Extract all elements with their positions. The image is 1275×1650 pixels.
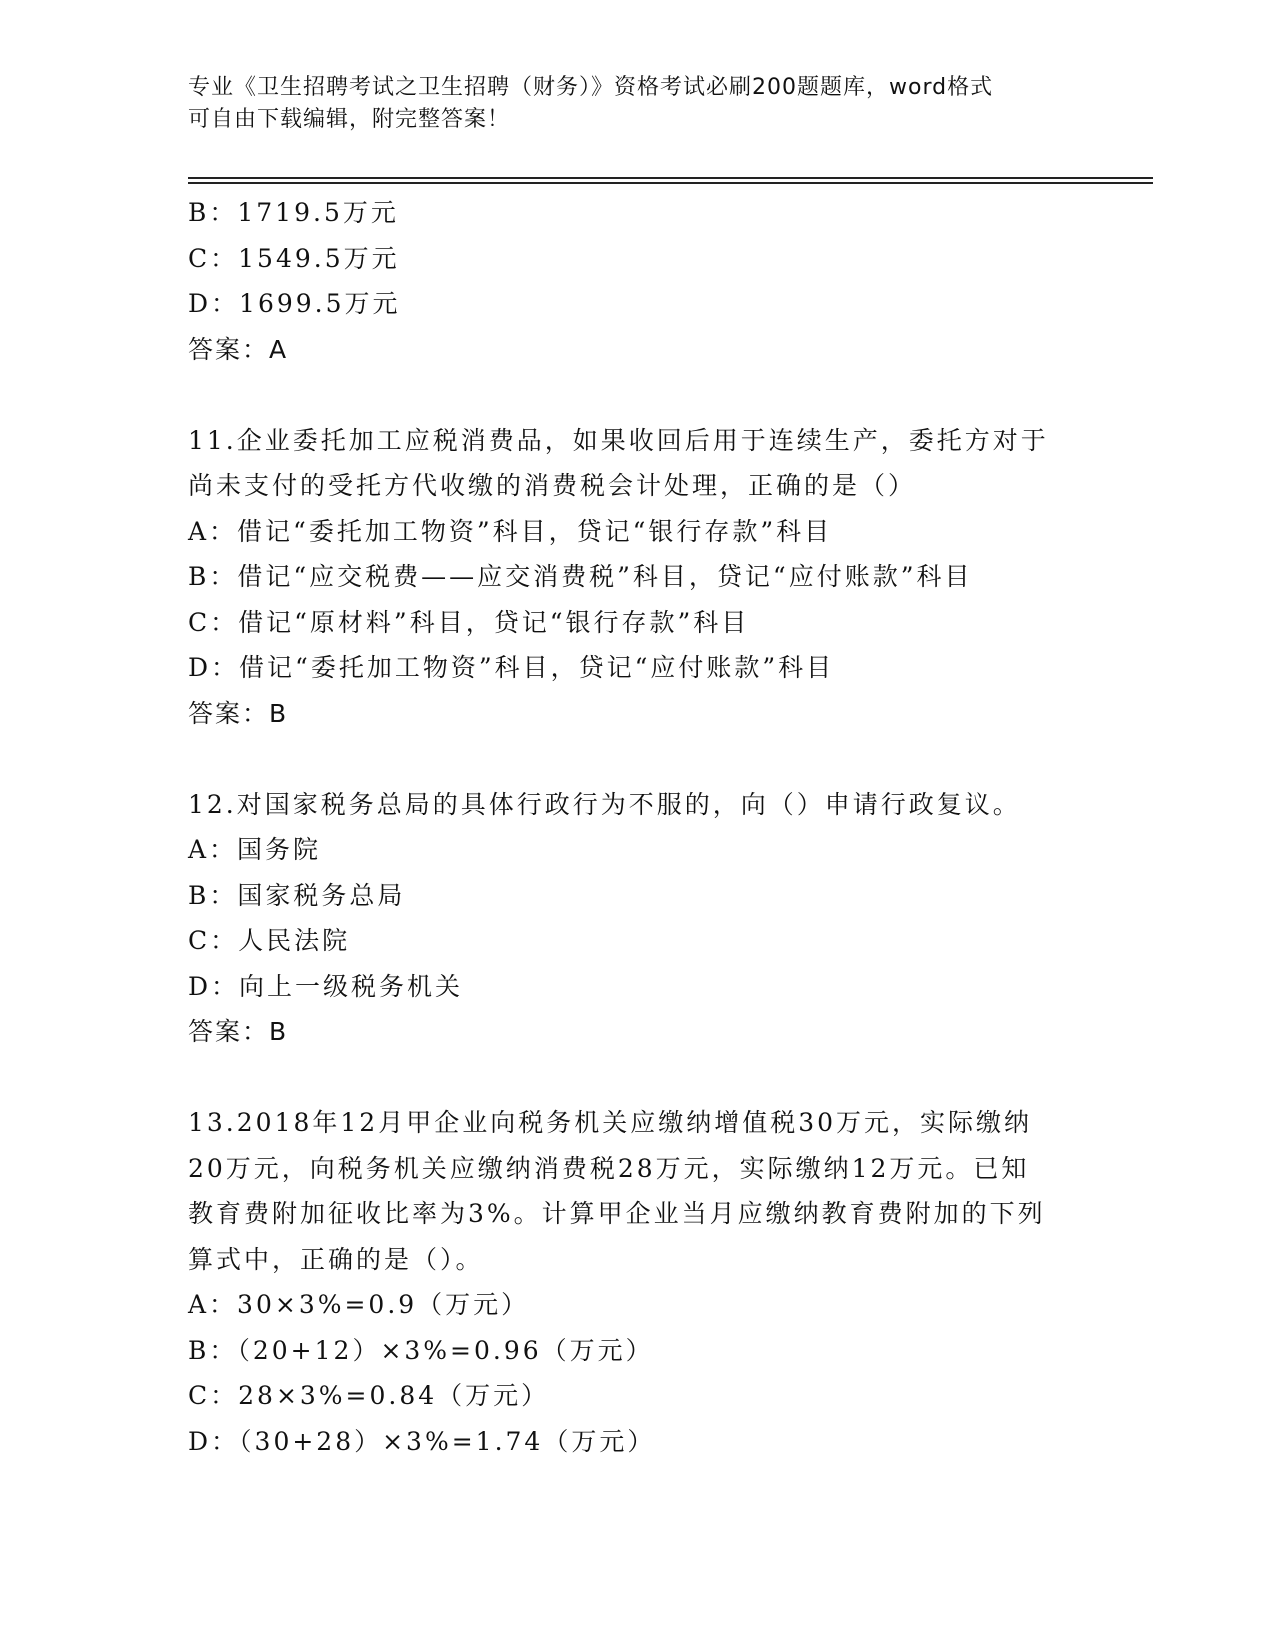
question-stem-line: 13.2018年12月甲企业向税务机关应缴纳增值税30万元，实际缴纳 [188, 1108, 1033, 1137]
option-d: D：（30+28）×3%=1.74（万元） [188, 1426, 656, 1456]
question-stem-line: 算式中，正确的是（）。 [188, 1244, 484, 1274]
option-c: C：28×3%=0.84（万元） [188, 1381, 550, 1410]
question-stem-line: 11.企业委托加工应税消费品，如果收回后用于连续生产，委托方对于 [188, 425, 1049, 455]
option-b: B：（20+12）×3%=0.96（万元） [188, 1335, 654, 1365]
header-divider-top [188, 177, 1153, 179]
option-d: D：借记“委托加工物资”科目，贷记“应付账款”科目 [188, 653, 835, 682]
option-b: B：借记“应交税费——应交消费税”科目，贷记“应付账款”科目 [188, 562, 973, 591]
option-b: B：1719.5万元 [188, 198, 399, 227]
spacer [188, 1055, 1108, 1101]
option-a: A：借记“委托加工物资”科目，贷记“银行存款”科目 [188, 516, 833, 546]
option-b: B：国家税务总局 [188, 880, 406, 910]
answer-line: 答案：A [188, 334, 289, 364]
question-11-block [188, 418, 1108, 737]
option-c: C：借记“原材料”科目，贷记“银行存款”科目 [188, 607, 750, 637]
answer-line: 答案：B [188, 698, 289, 728]
header-divider-bottom [188, 182, 1153, 184]
question-stem-line: 12.对国家税务总局的具体行政行为不服的，向（）申请行政复议。 [188, 789, 1021, 819]
spacer [188, 736, 1108, 782]
option-d: D：向上一级税务机关 [188, 971, 464, 1001]
option-c: C：1549.5万元 [188, 243, 400, 273]
answer-line: 答案：B [188, 1017, 289, 1046]
header-line-1: 专业《卫生招聘考试之卫生招聘（财务）》资格考试必刷200题题库，word格式 [188, 75, 994, 100]
question-stem-line: 20万元，向税务机关应缴纳消费税28万元，实际缴纳12万元。已知 [188, 1153, 1030, 1183]
question-stem-line: 尚未支付的受托方代收缴的消费税会计处理，正确的是（） [188, 471, 917, 500]
question-content [188, 190, 1108, 1464]
option-d: D：1699.5万元 [188, 289, 401, 318]
question-13-block [188, 1100, 1108, 1464]
header-line-2: 可自由下载编辑，附完整答案！ [188, 107, 511, 132]
question-stem-line: 教育费附加征收比率为3%。计算甲企业当月应缴纳教育费附加的下列 [188, 1199, 1046, 1228]
page-header [188, 72, 1068, 136]
question-12-block [188, 782, 1108, 1055]
prev-question-block [188, 190, 1108, 372]
option-c: C：人民法院 [188, 926, 351, 955]
option-a: A：30×3%=0.9（万元） [188, 1290, 530, 1319]
option-a: A：国务院 [188, 835, 322, 864]
spacer [188, 372, 1108, 418]
